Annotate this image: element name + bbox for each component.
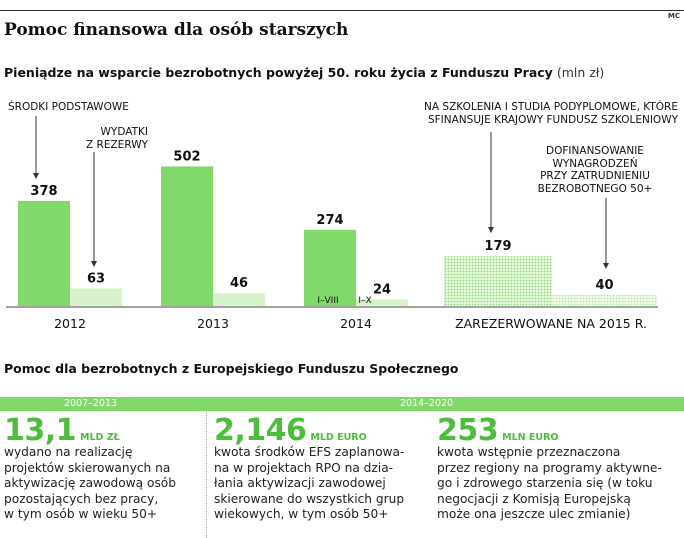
annotation-cofinancing-line: DOFINANSOWANIE [546, 145, 644, 157]
bar-basic-0 [18, 201, 70, 306]
annotation-training-line: NA SZKOLENIA I STUDIA PODYPLOMOWE, KTÓRE [424, 101, 678, 113]
bar-basic-1 [161, 166, 213, 306]
stat-line: negocjacji z Komisją Europejską [437, 491, 631, 506]
annotation-cofinancing-line: PRZY ZATRUDNIENIU [540, 170, 650, 182]
stat-line: kwota środków EFS zaplanowa- [214, 445, 405, 459]
stat-line: w tym osób w wieku 50+ [4, 507, 158, 521]
stat-unit: MLN EURO [502, 432, 559, 443]
stat-efs-2007-2013 [4, 413, 176, 523]
stat-unit: MLD ZŁ [80, 432, 120, 443]
stat-line: może ona jeszcze ulec zmianie) [437, 507, 631, 521]
category-label: 2014 [340, 316, 372, 331]
stat-efs-ageing [437, 413, 662, 523]
stat-description [437, 445, 662, 523]
annotation-reserve-line: WYDATKI [100, 126, 148, 138]
stat-line: aktywizację zawodową osób [4, 476, 176, 490]
period-2014-2020: 2014–2020 [400, 398, 454, 409]
stat-line: przez regiony na programy aktywne- [437, 460, 662, 475]
bar-reserve-1 [213, 293, 265, 306]
annotation-cofinancing-line: BEZROBOTNEGO 50+ [537, 182, 653, 195]
chart-unit: (mln zł) [556, 65, 605, 80]
stat-line: łania aktywizacji zawodowej [214, 476, 386, 490]
bar-basic-3 [444, 256, 552, 306]
stat-description [214, 445, 404, 523]
period-divider [206, 397, 207, 538]
stat-line: kwota wstępnie przeznaczona [437, 445, 621, 459]
section2-title: Pomoc dla bezrobotnych z Europejskiego Funduszu Społecznego [4, 361, 459, 376]
period-band [0, 397, 684, 411]
period-note: I–X [358, 296, 372, 306]
stat-efs-rpo [214, 413, 404, 523]
annotation-cofinancing-line: WYNAGRODZEŃ [552, 157, 638, 170]
value-label: 179 [484, 239, 512, 255]
category-label: 2012 [54, 316, 86, 331]
stat-line: projektów skierowanych na [4, 460, 171, 475]
category-label: ZAREZERWOWANE NA 2015 R. [455, 316, 647, 331]
stat-line: skierowane do wszystkich grup [214, 491, 405, 506]
value-label: 502 [173, 149, 201, 165]
stat-line: wydano na realizację [4, 445, 133, 459]
stat-line: pozostających bez pracy, [4, 491, 159, 506]
value-label: 63 [86, 271, 106, 287]
annotation-reserve-line: Z REZERWY [86, 138, 148, 151]
stat-unit: MLD EURO [310, 432, 367, 443]
annotation-basic-funds: ŚRODKI PODSTAWOWE [8, 101, 129, 113]
stat-line: go i zdrowego starzenia się (w toku [437, 476, 653, 490]
bar-basic-2 [304, 230, 356, 306]
stat-description [4, 445, 176, 523]
stat-value: 13,1 [4, 413, 77, 448]
value-label: 24 [372, 282, 392, 298]
stat-value: 253 [437, 413, 499, 448]
category-label: 2013 [197, 316, 229, 331]
period-note: I–VIII [317, 296, 339, 306]
stat-line: wiekowych, w tym osób 50+ [214, 507, 389, 521]
bar-reserve-0 [70, 288, 122, 306]
stat-line: na w projektach RPO na dzia- [214, 460, 394, 475]
stat-value: 2,146 [214, 413, 307, 448]
annotation-training-line: SFINANSUJE KRAJOWY FUNDUSZ SZKOLENIOWY [427, 113, 678, 126]
main-title: Pomoc finansowa dla osób starszych [4, 20, 349, 40]
value-label: 40 [595, 277, 614, 293]
bar-reserve-3 [552, 295, 657, 306]
value-label: 46 [229, 276, 249, 292]
value-label: 274 [316, 212, 344, 228]
value-label: 378 [30, 183, 58, 199]
credit: MC [667, 12, 680, 20]
period-2007-2013: 2007–2013 [64, 398, 118, 409]
chart-title: Pieniądze na wsparcie bezrobotnych powyżej 50. roku życia z Funduszu Pracy [4, 65, 553, 80]
